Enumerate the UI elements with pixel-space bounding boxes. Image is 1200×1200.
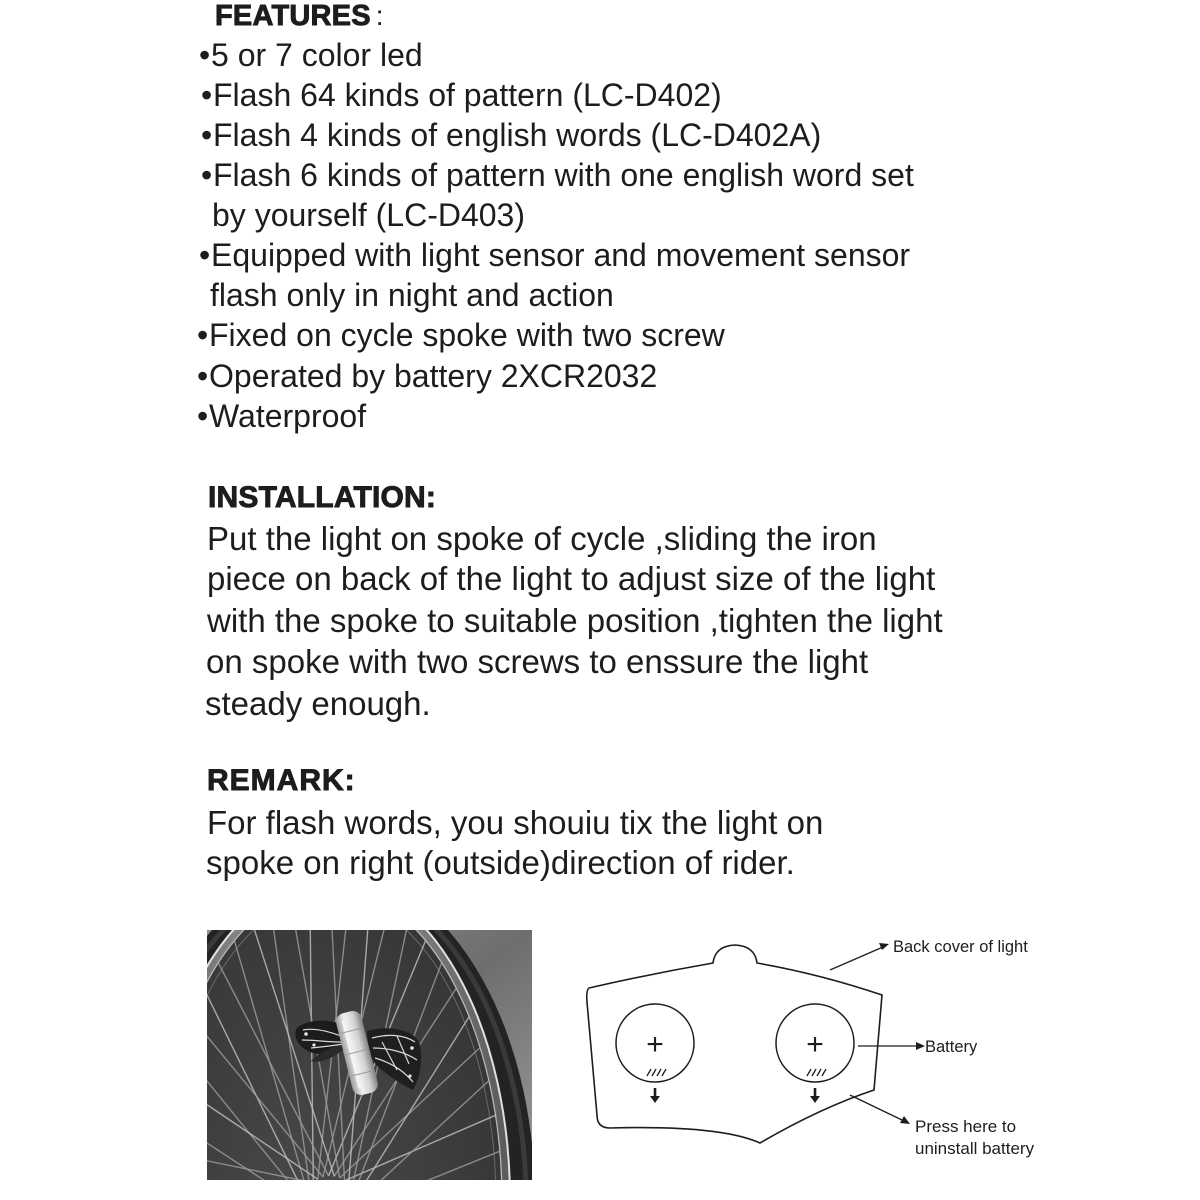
battery-plus-left: +	[646, 1028, 664, 1061]
features-heading	[215, 0, 384, 32]
list-bullet: •	[197, 398, 209, 434]
feature-item	[201, 155, 914, 195]
wheel-photo	[207, 930, 532, 1180]
press-here-arrow	[850, 1095, 910, 1124]
list-bullet: •	[201, 157, 213, 193]
list-bullet: •	[199, 37, 211, 73]
feature-item	[199, 235, 910, 275]
feature-text: Flash 64 kinds of pattern (LC-D402)	[213, 77, 722, 113]
feature-item	[197, 356, 657, 396]
back-cover-arrow	[830, 943, 889, 970]
feature-text: Equipped with light sensor and movement sensor	[211, 237, 911, 273]
back-cover-label: Back cover of light	[893, 938, 1028, 956]
feature-item	[197, 396, 366, 436]
feature-item	[197, 315, 725, 355]
list-bullet: •	[201, 77, 213, 113]
remark-line: For flash words, you shouiu tix the light on	[207, 804, 824, 841]
feature-text: Flash 4 kinds of english words (LC-D402A)	[213, 117, 822, 153]
features-heading-colon: :	[375, 0, 384, 31]
list-bullet: •	[199, 237, 211, 273]
feature-text: 5 or 7 color led	[211, 37, 423, 73]
feature-continuation: by yourself (LC-D403)	[212, 197, 525, 233]
feature-item	[199, 35, 423, 75]
feature-text: Waterproof	[209, 398, 367, 434]
list-bullet: •	[201, 117, 213, 153]
battery-plus-right: +	[806, 1028, 824, 1061]
remark-heading: REMARK:	[207, 764, 356, 797]
battery-cover-diagram	[570, 930, 1070, 1170]
photo-content	[207, 930, 532, 1180]
feature-continuation: flash only in night and action	[210, 277, 614, 313]
press-here-label-line1: Press here to	[915, 1117, 1017, 1136]
battery-label: Battery	[925, 1038, 978, 1056]
feature-text: Flash 6 kinds of pattern with one english word set	[213, 157, 914, 193]
installation-line: on spoke with two screws to enssure the light	[206, 643, 869, 680]
feature-text: Operated by battery 2XCR2032	[209, 358, 658, 394]
installation-line: piece on back of the light to adjust size of the light	[207, 560, 936, 597]
installation-line: steady enough.	[205, 685, 431, 722]
list-bullet: •	[197, 358, 209, 394]
feature-text: Fixed on cycle spoke with two screw	[209, 317, 725, 353]
installation-line: Put the light on spoke of cycle ,sliding the iron	[207, 520, 877, 557]
feature-item	[201, 75, 722, 115]
features-heading-text: FEATURES	[215, 0, 371, 32]
press-here-label-line2: uninstall battery	[915, 1139, 1035, 1158]
remark-line: spoke on right (outside)direction of rider.	[206, 844, 795, 881]
feature-item	[201, 115, 821, 155]
installation-heading: INSTALLATION:	[208, 481, 437, 514]
list-bullet: •	[197, 317, 209, 353]
installation-line: with the spoke to suitable position ,tighten the light	[207, 602, 943, 639]
